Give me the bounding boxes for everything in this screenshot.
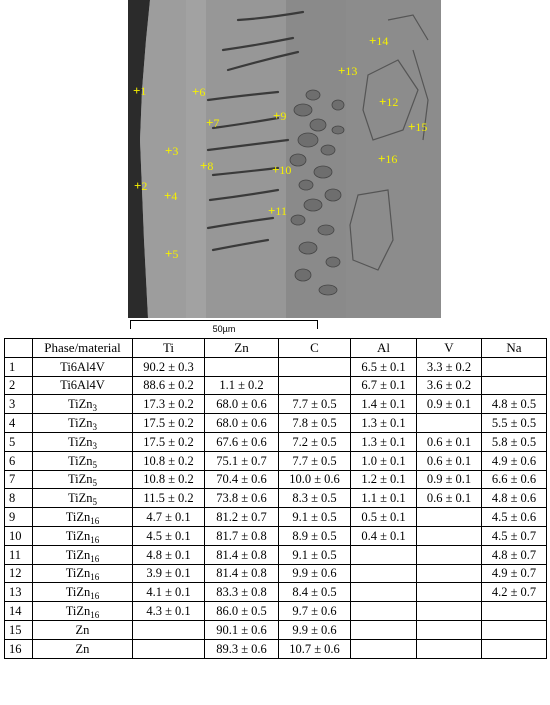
zn-cell: 68.0 ± 0.6 [205,395,279,414]
sem-micrograph [128,0,441,318]
ti-cell [133,620,205,639]
point-marker-1: +1 [133,83,147,98]
row-index: 4 [5,414,33,433]
phase-name: TiZn [65,585,91,600]
phase-cell [33,639,133,658]
header-zn: Zn [205,339,279,358]
composition-table [4,338,547,659]
phase-name: TiZn [67,453,93,468]
phase-name: Zn [75,622,90,637]
al-cell [351,620,417,639]
zn-cell: 1.1 ± 0.2 [205,376,279,395]
na-cell: 6.6 ± 0.6 [482,470,547,489]
row-index: 12 [5,564,33,583]
zn-cell: 68.0 ± 0.6 [205,414,279,433]
al-cell: 1.1 ± 0.1 [351,489,417,508]
table-row [5,470,547,489]
phase-subscript: 3 [92,422,98,433]
v-cell [417,564,482,583]
na-cell: 4.9 ± 0.7 [482,564,547,583]
zn-cell: 81.7 ± 0.8 [205,526,279,545]
point-marker-13: +13 [338,63,358,78]
ti-cell: 4.1 ± 0.1 [133,583,205,602]
zn-cell: 90.1 ± 0.6 [205,620,279,639]
na-cell: 4.5 ± 0.6 [482,508,547,527]
phase-name: TiZn [65,566,91,581]
zn-cell: 75.1 ± 0.7 [205,451,279,470]
c-cell: 9.9 ± 0.6 [279,564,351,583]
phase-subscript: 16 [90,553,100,564]
na-cell: 5.8 ± 0.5 [482,432,547,451]
table-row [5,564,547,583]
table-row [5,508,547,527]
point-marker-6: +6 [192,84,206,99]
table-row [5,545,547,564]
na-cell: 4.8 ± 0.7 [482,545,547,564]
phase-subscript: 16 [90,572,100,583]
phase-subscript: 5 [92,497,98,508]
c-cell: 7.7 ± 0.5 [279,395,351,414]
phase-cell [33,395,133,414]
al-cell: 1.4 ± 0.1 [351,395,417,414]
phase-name: Ti6Al4V [60,378,105,393]
v-cell [417,414,482,433]
na-cell: 4.5 ± 0.7 [482,526,547,545]
scale-bar-label: 50µm [212,324,236,334]
phase-cell [33,470,133,489]
c-cell: 9.1 ± 0.5 [279,508,351,527]
phase-cell [33,583,133,602]
header-v: V [417,339,482,358]
zn-cell: 86.0 ± 0.5 [205,602,279,621]
na-cell: 4.2 ± 0.7 [482,583,547,602]
point-marker-16: +16 [378,151,398,166]
row-index: 16 [5,639,33,658]
row-index: 8 [5,489,33,508]
al-cell: 1.2 ± 0.1 [351,470,417,489]
c-cell: 9.7 ± 0.6 [279,602,351,621]
ti-cell: 4.5 ± 0.1 [133,526,205,545]
v-cell: 0.9 ± 0.1 [417,470,482,489]
zn-cell: 83.3 ± 0.8 [205,583,279,602]
phase-name: TiZn [65,510,91,525]
al-cell: 0.5 ± 0.1 [351,508,417,527]
al-cell: 0.4 ± 0.1 [351,526,417,545]
phase-cell [33,545,133,564]
v-cell [417,545,482,564]
zn-cell: 70.4 ± 0.6 [205,470,279,489]
table-header-row [5,339,547,358]
table-row [5,376,547,395]
zn-cell: 81.4 ± 0.8 [205,564,279,583]
zn-cell [205,357,279,376]
phase-cell [33,414,133,433]
phase-cell [33,376,133,395]
v-cell [417,602,482,621]
c-cell: 10.7 ± 0.6 [279,639,351,658]
v-cell [417,526,482,545]
phase-cell [33,432,133,451]
ti-cell: 17.5 ± 0.2 [133,432,205,451]
phase-subscript: 3 [92,440,98,451]
point-marker-10: +10 [272,162,292,177]
table-row [5,639,547,658]
c-cell: 10.0 ± 0.6 [279,470,351,489]
point-marker-2: +2 [134,178,148,193]
table-row [5,451,547,470]
row-index: 14 [5,602,33,621]
phase-cell [33,526,133,545]
na-cell [482,620,547,639]
phase-subscript: 16 [90,516,100,527]
zn-cell: 89.3 ± 0.6 [205,639,279,658]
ti-cell [133,639,205,658]
scale-bar [130,320,318,334]
c-cell: 7.7 ± 0.5 [279,451,351,470]
point-marker-7: +7 [206,115,220,130]
table-row [5,620,547,639]
c-cell: 8.3 ± 0.5 [279,489,351,508]
table-row [5,583,547,602]
al-cell: 1.0 ± 0.1 [351,451,417,470]
table-row [5,357,547,376]
ti-cell: 90.2 ± 0.3 [133,357,205,376]
table-row [5,489,547,508]
al-cell [351,564,417,583]
point-marker-11: +11 [268,203,287,218]
v-cell: 0.9 ± 0.1 [417,395,482,414]
row-index: 13 [5,583,33,602]
phase-name: TiZn [67,397,93,412]
header-na: Na [482,339,547,358]
phase-name: Zn [75,641,90,656]
c-cell: 9.1 ± 0.5 [279,545,351,564]
phase-subscript: 5 [92,478,98,489]
phase-subscript: 3 [92,403,98,414]
point-marker-8: +8 [200,158,214,173]
zn-cell: 67.6 ± 0.6 [205,432,279,451]
na-cell: 5.5 ± 0.5 [482,414,547,433]
point-marker-4: +4 [164,188,178,203]
phase-name: TiZn [65,547,91,562]
ti-cell: 17.3 ± 0.2 [133,395,205,414]
point-marker-5: +5 [165,246,179,261]
header-c: C [279,339,351,358]
table-row [5,414,547,433]
table-body [5,357,547,658]
al-cell [351,545,417,564]
v-cell: 3.6 ± 0.2 [417,376,482,395]
al-cell [351,639,417,658]
phase-name: TiZn [65,528,91,543]
row-index: 9 [5,508,33,527]
ti-cell: 10.8 ± 0.2 [133,470,205,489]
point-marker-9: +9 [273,108,287,123]
point-marker-15: +15 [408,119,428,134]
phase-name: Ti6Al4V [60,359,105,374]
phase-subscript: 16 [90,534,100,545]
phase-cell [33,564,133,583]
na-cell [482,357,547,376]
point-marker-14: +14 [369,33,389,48]
al-cell: 1.3 ± 0.1 [351,414,417,433]
c-cell: 7.8 ± 0.5 [279,414,351,433]
row-index: 7 [5,470,33,489]
row-index: 2 [5,376,33,395]
ti-cell: 11.5 ± 0.2 [133,489,205,508]
row-index: 1 [5,357,33,376]
na-cell [482,602,547,621]
phase-subscript: 16 [90,591,100,602]
ti-cell: 3.9 ± 0.1 [133,564,205,583]
al-cell: 6.7 ± 0.1 [351,376,417,395]
zn-cell: 81.2 ± 0.7 [205,508,279,527]
phase-cell [33,508,133,527]
zn-cell: 73.8 ± 0.6 [205,489,279,508]
na-cell: 4.8 ± 0.6 [482,489,547,508]
row-index: 11 [5,545,33,564]
row-index: 3 [5,395,33,414]
c-cell [279,376,351,395]
phase-cell [33,620,133,639]
header-al: Al [351,339,417,358]
ti-cell: 4.7 ± 0.1 [133,508,205,527]
point-marker-3: +3 [165,143,179,158]
row-index: 5 [5,432,33,451]
table-row [5,526,547,545]
phase-name: TiZn [65,604,91,619]
header-index [5,339,33,358]
v-cell [417,583,482,602]
ti-cell: 88.6 ± 0.2 [133,376,205,395]
table-row [5,602,547,621]
na-cell: 4.8 ± 0.5 [482,395,547,414]
header-ti: Ti [133,339,205,358]
ti-cell: 4.3 ± 0.1 [133,602,205,621]
phase-cell [33,357,133,376]
header-phase: Phase/material [33,339,133,358]
na-cell [482,376,547,395]
v-cell: 3.3 ± 0.2 [417,357,482,376]
al-cell [351,583,417,602]
al-cell: 1.3 ± 0.1 [351,432,417,451]
ti-cell: 4.8 ± 0.1 [133,545,205,564]
c-cell: 7.2 ± 0.5 [279,432,351,451]
table-row [5,432,547,451]
ti-cell: 17.5 ± 0.2 [133,414,205,433]
na-cell [482,639,547,658]
na-cell: 4.9 ± 0.6 [482,451,547,470]
ti-cell: 10.8 ± 0.2 [133,451,205,470]
phase-cell [33,489,133,508]
v-cell: 0.6 ± 0.1 [417,432,482,451]
phase-name: TiZn [67,416,93,431]
al-cell [351,602,417,621]
phase-subscript: 5 [92,459,98,470]
phase-subscript: 16 [90,610,100,621]
c-cell: 9.9 ± 0.6 [279,620,351,639]
phase-name: TiZn [67,491,93,506]
v-cell [417,639,482,658]
c-cell: 8.9 ± 0.5 [279,526,351,545]
table-row [5,395,547,414]
phase-cell [33,451,133,470]
phase-cell [33,602,133,621]
point-marker-12: +12 [379,94,399,109]
row-index: 10 [5,526,33,545]
al-cell: 6.5 ± 0.1 [351,357,417,376]
row-index: 15 [5,620,33,639]
v-cell: 0.6 ± 0.1 [417,451,482,470]
c-cell: 8.4 ± 0.5 [279,583,351,602]
v-cell [417,508,482,527]
v-cell [417,620,482,639]
row-index: 6 [5,451,33,470]
zn-cell: 81.4 ± 0.8 [205,545,279,564]
phase-name: TiZn [67,434,93,449]
c-cell [279,357,351,376]
v-cell: 0.6 ± 0.1 [417,489,482,508]
phase-name: TiZn [67,472,93,487]
